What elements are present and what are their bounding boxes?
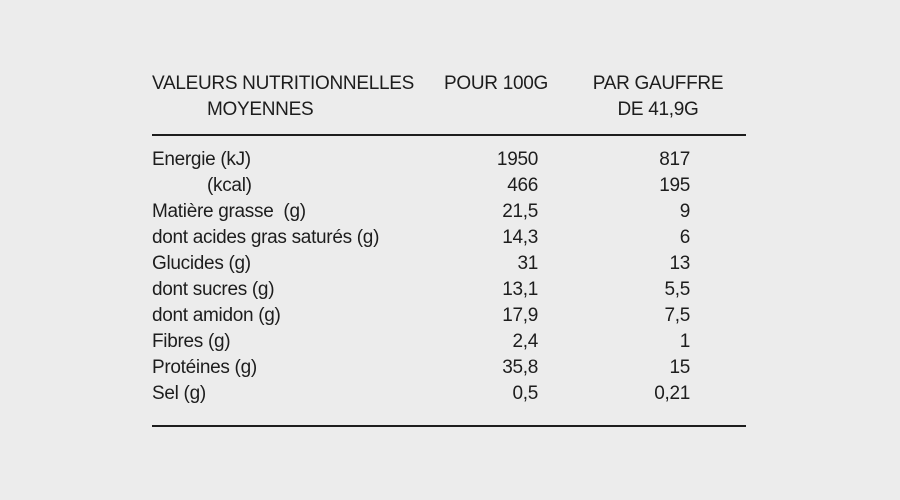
top-rule	[152, 134, 746, 136]
table-header	[152, 71, 746, 123]
row-value-per-gauffre: 817	[659, 149, 690, 170]
table-row	[152, 251, 746, 277]
row-label: dont amidon (g)	[152, 305, 281, 326]
header-col-per-gauffre	[556, 71, 746, 123]
header-col-per-100g-label: POUR 100G	[444, 73, 548, 94]
table-row	[152, 277, 746, 303]
row-value-per-gauffre: 9	[679, 201, 690, 222]
row-value-per-gauffre: 0,21	[654, 383, 690, 404]
table-row	[152, 303, 746, 329]
header-col-labels	[152, 71, 436, 123]
row-value-per-100g: 35,8	[502, 357, 538, 378]
row-label: Energie (kJ)	[152, 149, 251, 170]
row-value-per-100g: 466	[507, 175, 538, 196]
header-col-labels-line1: VALEURS NUTRITIONNELLES	[152, 73, 414, 94]
row-value-per-gauffre: 13	[669, 253, 690, 274]
row-value-per-gauffre: 6	[679, 227, 690, 248]
table-row	[152, 381, 746, 407]
row-value-per-gauffre: 1	[679, 331, 690, 352]
row-label: Fibres (g)	[152, 331, 231, 352]
row-label: dont sucres (g)	[152, 279, 275, 300]
row-value-per-100g: 13,1	[502, 279, 538, 300]
header-col-labels-line2: MOYENNES	[207, 99, 314, 120]
row-label: Protéines (g)	[152, 357, 257, 378]
table-row	[152, 147, 746, 173]
row-label: Glucides (g)	[152, 253, 251, 274]
header-col-per-gauffre-line2: DE 41,9G	[617, 99, 699, 120]
row-value-per-100g: 1950	[496, 149, 538, 170]
row-value-per-100g: 0,5	[512, 383, 538, 404]
row-value-per-100g: 2,4	[512, 331, 538, 352]
bottom-rule	[152, 425, 746, 427]
row-value-per-100g: 21,5	[502, 201, 538, 222]
row-value-per-gauffre: 195	[659, 175, 690, 196]
table-row	[152, 329, 746, 355]
header-col-per-gauffre-line1: PAR GAUFFRE	[592, 73, 724, 94]
table-row	[152, 199, 746, 225]
table-row	[152, 355, 746, 381]
row-label: (kcal)	[207, 175, 252, 196]
header-col-per-100g	[436, 71, 556, 123]
row-label: Matière grasse (g)	[152, 201, 306, 222]
table-row	[152, 173, 746, 199]
row-value-per-gauffre: 15	[669, 357, 690, 378]
row-label: dont acides gras saturés (g)	[152, 227, 380, 248]
nutrition-table	[152, 71, 746, 427]
row-value-per-gauffre: 7,5	[664, 305, 690, 326]
row-value-per-100g: 31	[517, 253, 538, 274]
row-value-per-gauffre: 5,5	[664, 279, 690, 300]
row-value-per-100g: 14,3	[502, 227, 538, 248]
row-label: Sel (g)	[152, 383, 206, 404]
table-body	[152, 147, 746, 407]
row-value-per-100g: 17,9	[502, 305, 538, 326]
table-row	[152, 225, 746, 251]
